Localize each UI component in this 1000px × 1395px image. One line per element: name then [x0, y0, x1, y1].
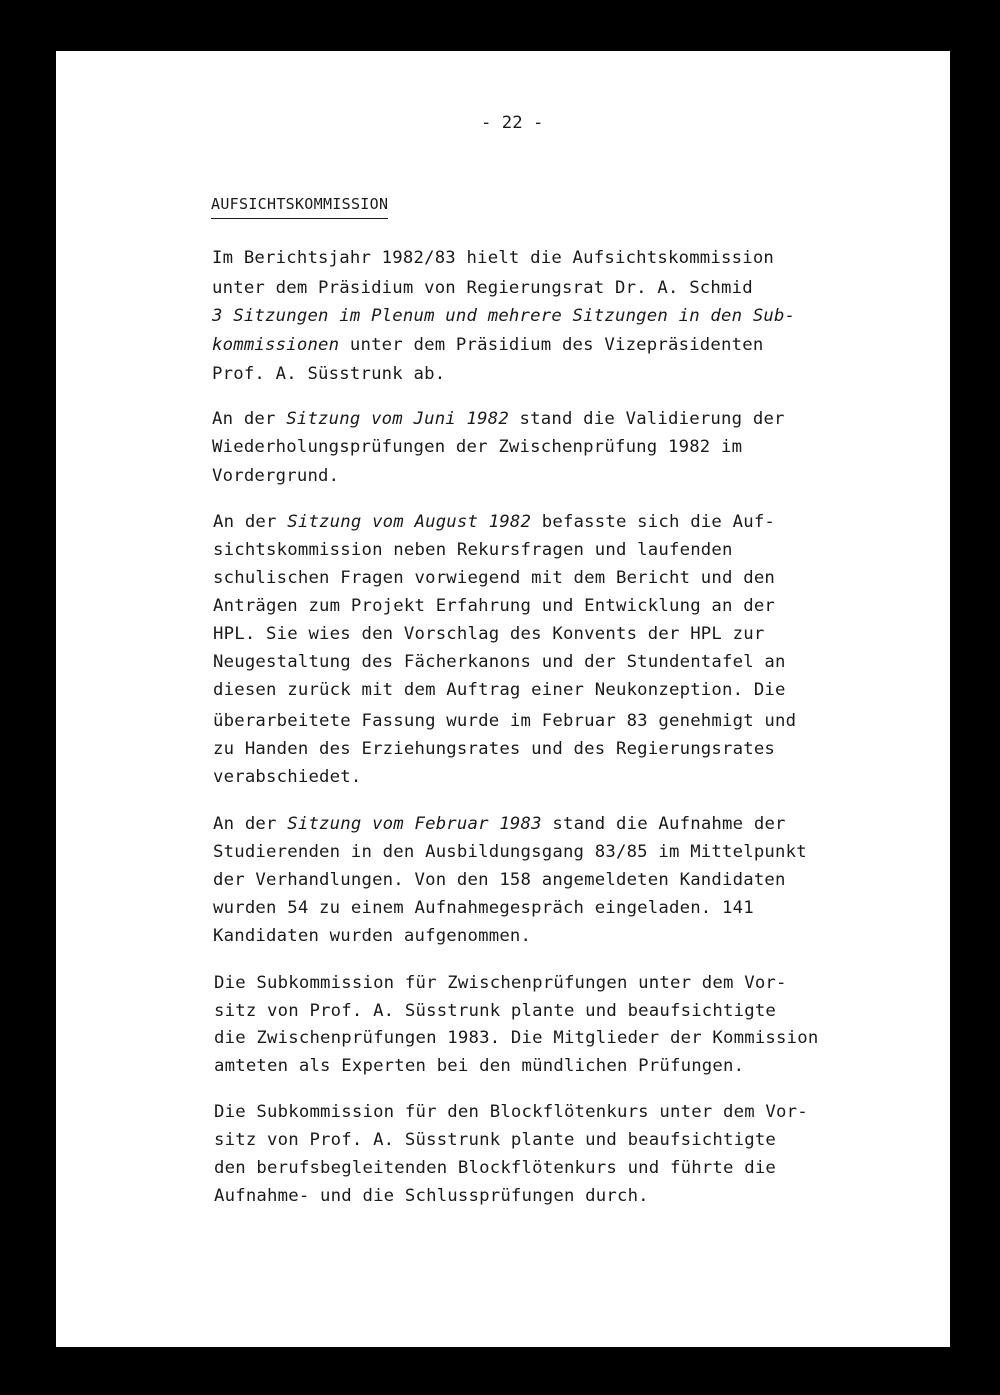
text-span: An der — [213, 512, 288, 532]
text-line: sichtskommission neben Rekursfragen und laufenden — [213, 540, 733, 560]
text-line: überarbeitete Fassung wurde im Februar 83 genehmigt und — [213, 711, 797, 731]
text-line: amteten als Experten bei den mündlichen Prüfungen. — [214, 1056, 745, 1076]
text-span: An der — [212, 409, 287, 429]
text-line: Im Berichtsjahr 1982/83 hielt die Aufsichtskommission — [212, 248, 775, 268]
text-line: Aufnahme- und die Schlussprüfungen durch. — [214, 1186, 649, 1206]
text-line: sitz von Prof. A. Süsstrunk plante und beaufsichtigte — [214, 1130, 777, 1150]
text-line: Wiederholungsprüfungen der Zwischenprüfung 1982 im — [212, 437, 743, 457]
text-line — [213, 511, 775, 533]
text-span: stand die Aufnahme der — [541, 814, 786, 834]
page-number: - 22 - — [481, 113, 544, 133]
text-line: sitz von Prof. A. Süsstrunk plante und beaufsichtigte — [214, 1001, 777, 1021]
text-line: unter dem Präsidium von Regierungsrat Dr. A. Schmid — [212, 278, 753, 298]
text-line: verabschiedet. — [213, 767, 362, 787]
text-line: schulischen Fragen vorwiegend mit dem Bericht und den — [213, 568, 776, 588]
document-page — [56, 51, 950, 1347]
text-line — [212, 408, 785, 430]
text-line: den berufsbegleitenden Blockflötenkurs und führte die — [214, 1158, 777, 1178]
text-span: unter dem Präsidium des Vizepräsidenten — [339, 335, 764, 355]
text-line — [213, 813, 786, 835]
text-line: Kandidaten wurden aufgenommen. — [213, 926, 532, 946]
text-line: Prof. A. Süsstrunk ab. — [212, 364, 446, 384]
italic-phrase: Sitzung vom Juni 1982 — [286, 409, 509, 429]
text-line: wurden 54 zu einem Aufnahmegespräch eingeladen. 141 — [213, 898, 754, 918]
text-line: die Zwischenprüfungen 1983. Die Mitglieder der Kommission — [214, 1028, 819, 1048]
text-line: Vordergrund. — [212, 466, 340, 486]
text-line: Studierenden in den Ausbildungsgang 83/85 im Mittelpunkt — [213, 842, 807, 862]
text-line: Die Subkommission für den Blockflötenkurs unter dem Vor- — [214, 1102, 808, 1122]
text-line: Anträgen zum Projekt Erfahrung und Entwicklung an der — [213, 596, 776, 616]
text-line: HPL. Sie wies den Vorschlag des Konvents der HPL zur — [213, 624, 765, 644]
section-heading: AUFSICHTSKOMMISSION — [211, 195, 388, 219]
text-line: der Verhandlungen. Von den 158 angemeldeten Kandidaten — [213, 870, 786, 890]
text-line: Die Subkommission für Zwischenprüfungen unter dem Vor- — [214, 973, 787, 993]
italic-phrase: Sitzung vom August 1982 — [287, 512, 532, 532]
text-line: diesen zurück mit dem Auftrag einer Neukonzeption. Die — [213, 680, 786, 700]
text-line: Neugestaltung des Fächerkanons und der Stundentafel an — [213, 652, 786, 672]
italic-phrase: kommissionen — [212, 335, 340, 355]
text-line: 3 Sitzungen im Plenum und mehrere Sitzungen in den Sub- — [212, 306, 796, 326]
italic-phrase: Sitzung vom Februar 1983 — [287, 814, 542, 834]
text-span: stand die Validierung der — [508, 409, 785, 429]
text-span: An der — [213, 814, 288, 834]
text-span: befasste sich die Auf- — [531, 512, 776, 532]
text-line — [212, 334, 763, 356]
text-line: zu Handen des Erziehungsrates und des Regierungsrates — [213, 739, 776, 759]
